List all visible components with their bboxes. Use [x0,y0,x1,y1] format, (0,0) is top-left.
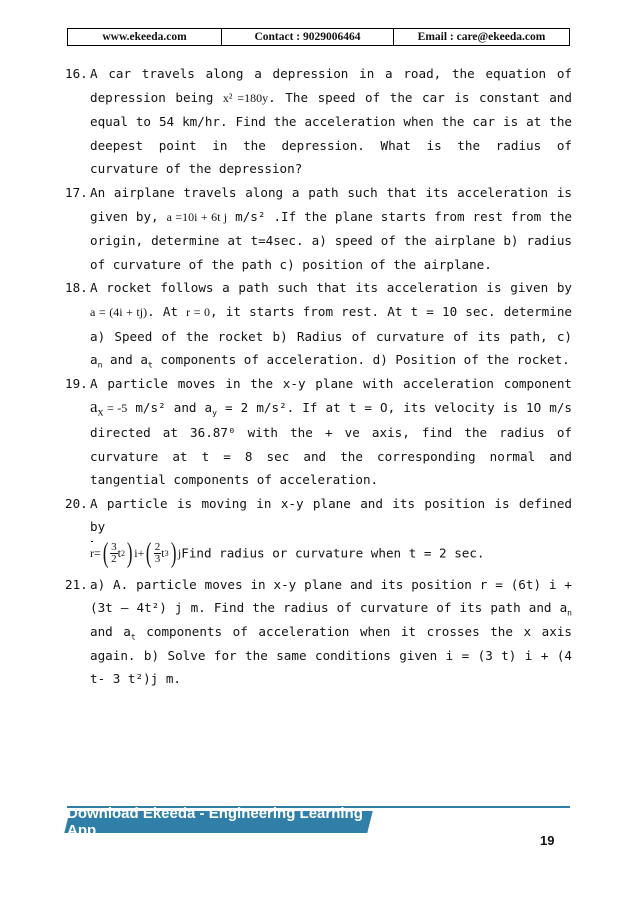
question-21 [65,573,572,691]
header-email[interactable]: Email : care@ekeeda.com [417,31,546,43]
header-contact: Contact : 9029006464 [222,29,394,45]
question-text: a) A. particle moves in x-y plane and its position r = (6t) i + (3t – 4t²) j m. Find the radius of curvature of its path and $a_n$ and $a_t$ components of acceleration when it crosses the x axis again. b) Solve for the same conditions given i = (3 t) i + (4 t- 3 t²)j m. [90,576,572,687]
question-18 [65,276,572,371]
page-number: 19 [540,833,555,848]
download-app-banner[interactable]: Download Ekeeda - Engineering Learning App [64,811,372,833]
question-19 [65,372,572,492]
question-number: 21. [65,576,88,592]
question-number: 20. [65,495,88,511]
position-equation: r = ( $\frac{3}{2}$ t 2 ) i+ ( $\frac{2}{3}$ t 3 ) j [90,537,182,569]
equation: r = 0 [186,304,211,319]
question-text: A rocket follows a path such that its acceleration is given by a = (4i + tj). At r = 0, it starts from rest. At t = 10 sec. determine a) Speed of the rocket b) Radius of curvature of its path, c) $a_n$ and $a_t$ components of acceleration. d) Position of the rocket. [90,280,573,370]
question-20 [65,492,572,569]
equation: x² =180y [222,90,269,105]
equation: a [90,397,98,417]
question-text: A particle moves in the x-y plane with acceleration component $a_x = -5$ m/s² and $a_y = 2$ m/s². If at t = O, its velocity is 1O m/s directed at 36.87⁰ with the + ve axis, find the radius of curvature at t = 8 sec and the corresponding normal and tangential components of acceleration. [90,375,573,488]
question-17 [65,181,572,276]
question-number: 19. [65,375,88,391]
question-16 [65,62,572,181]
header-bar [67,28,570,46]
question-text: A particle is moving in x-y plane and its position is defined by r = ( $\frac{3}{2}$ t 2 ) i+ ( $\frac{2}{3}$ t 3 ) jFind radius or curvature when t = 2 sec. [90,495,572,569]
equation: a =10i + 6t j [166,209,228,224]
question-number: 16. [65,66,88,81]
equation: a = (4i + tj) [90,304,148,319]
header-website[interactable]: www.ekeeda.com [68,29,222,45]
question-list [65,62,572,691]
question-text: An airplane travels along a path such that its acceleration is given by, a =10i + 6t j m/s² .If the plane starts from rest from the origin, determine at t=4sec. a) speed of the airplane b) radius of curvature of the path c) position of the airplane. [90,184,572,272]
question-number: 18. [65,280,88,296]
question-text: A car travels along a depression in a road, the equation of depression being x² =180y. The speed of the car is constant and equal to 54 km/hr. Find the acceleration when the car is at the deepest point in the depression. What is the radius of curvature of the depression? [90,66,572,177]
question-number: 17. [65,184,88,200]
